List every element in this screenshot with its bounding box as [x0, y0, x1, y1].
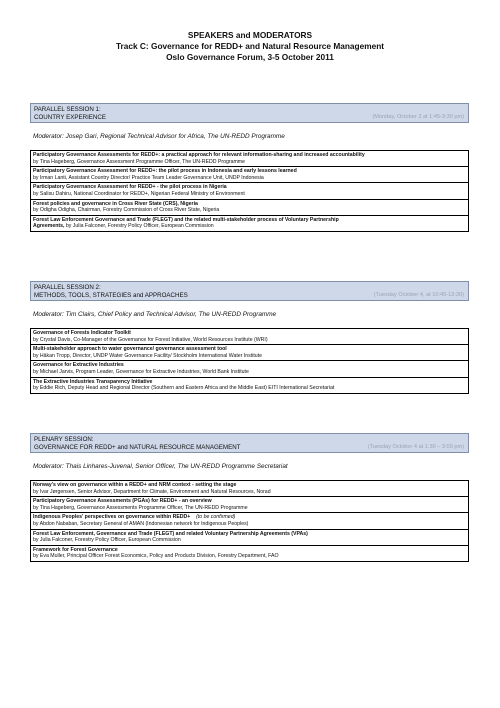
talk-title-continued: Agreements,	[33, 223, 65, 230]
table-row	[31, 183, 468, 199]
session-2	[30, 281, 469, 394]
table-row	[31, 378, 468, 394]
talk-speaker: by Eva Muller, Principal Officer Forest Economics, Policy and Products Division, Forestry Department, FAO	[33, 553, 279, 560]
plenary-name: GOVERNANCE FOR REDD+ and NATURAL RESOURCE MANAGEMENT	[34, 444, 241, 451]
table-row	[31, 546, 468, 562]
forum-title: Oslo Governance Forum, 3-5 October 2011	[166, 52, 334, 62]
table-row	[31, 216, 468, 232]
table-row	[31, 151, 468, 167]
doc-title: SPEAKERS and MODERATORS	[187, 30, 313, 40]
plenary-table	[30, 480, 469, 562]
talk-title-line	[33, 514, 466, 521]
talk-speaker: by Crystal Davis, Co-Manager of the Governance for Forest Initiative, World Resources Institute (WRI)	[33, 336, 268, 343]
talk-title: Multi-stakeholder approach to water governance/ governance assessment tool	[33, 346, 227, 353]
talk-speaker: by Michael Jarvis, Program Leader, Governance for Extractive Industries, World Bank Institute	[33, 368, 249, 375]
table-row	[31, 329, 468, 345]
talk-title: Forest policies and governance in Cross River State (CRS), Nigeria	[33, 200, 198, 207]
talk-speaker: by Håkan Tropp, Director, UNDP Water Governance Facility/ Stockholm International Water Institute	[33, 352, 263, 359]
talk-title: Participatory Governance Assessment for REDD+: the pilot process in Indonesia and early lessons learned	[33, 168, 297, 175]
talk-title: Governance for Extractive Industries	[33, 362, 124, 369]
talk-title: Forest Law Enforcement, Governance and Trade (FLEGT) and related Voluntary Partnership Agreements (VPAs)	[33, 530, 308, 537]
talk-title: Forest Law Enforcement Governance and Trade (FLEGT) and the related multi-stakeholder process of Voluntary Partnership	[33, 216, 339, 223]
talk-speaker: by Tina Hageberg, Governance Assessment Programme Officer, The UN-REDD Programme	[33, 158, 246, 165]
table-row	[31, 513, 468, 529]
table-row	[31, 530, 468, 546]
confirmation-note: (to be confirmed)	[196, 514, 236, 521]
talk-title: The Extractive Industries Transparency Initiative	[33, 378, 153, 385]
table-row	[31, 361, 468, 377]
session-1-header	[30, 103, 469, 123]
session-2-name: METHODS, TOOLS, STRATEGIES and APPROACHES	[34, 292, 188, 299]
session-2-date: (Tuesday October 4, at 10:45-12:30)	[373, 292, 464, 298]
session-1-label: PARALLEL SESSION 1:	[34, 106, 101, 113]
talk-speaker: by Salisu Dahiru, National Coordinator for REDD+, Nigerian Federal Ministry of Environment	[33, 190, 245, 197]
table-row	[31, 481, 468, 497]
talk-title: Participatory Governance Assessment for REDD+ - the pilot process in Nigeria	[33, 184, 227, 191]
table-row	[31, 345, 468, 361]
talk-title: Participatory Governance Assessments for REDD+: a practical approach for relevant information-sharing and increased accountability	[33, 152, 365, 158]
session-2-label: PARALLEL SESSION 2:	[34, 284, 101, 291]
talk-speaker-line	[33, 223, 466, 230]
talk-speaker: by Julia Falconer, Forestry Policy Officer, European Commission	[33, 537, 181, 544]
plenary-session	[30, 433, 469, 562]
table-row	[31, 497, 468, 513]
talk-speaker: by Julia Falconer, Forestry Policy Officer, European Commission	[65, 223, 214, 230]
plenary-label: PLENARY SESSION:	[34, 436, 94, 443]
table-row	[31, 167, 468, 183]
session-2-table	[30, 328, 469, 394]
session-1-date: (Monday, October 3 at 1:45-3:30 pm)	[372, 114, 464, 120]
talk-speaker: by Irman Lanti, Assistant Country Director/ Practice Team Leader Governance Unit, UNDP Indonesia	[33, 174, 264, 181]
talk-speaker: by Odigha Odigha, Chairman, Forestry Commission of Cross River State, Nigeria	[33, 207, 220, 214]
session-1	[30, 103, 469, 232]
session-1-moderator: Moderator: Josep Gari, Regional Technical Advisor for Africa, The UN-REDD Programme	[33, 133, 285, 140]
plenary-header	[30, 433, 469, 453]
talk-title: Participatory Governance Assessments (PGAs) for REDD+ - an overview	[33, 498, 212, 505]
talk-speaker: by Eddie Rich, Deputy Head and Regional Director (Southern and Eastern Africa and the Middle East) EITI International Secretariat	[33, 385, 335, 392]
table-row	[31, 200, 468, 216]
talk-speaker: by Ivar Jørgensen, Senior Advisor, Department for Climate, Environment and Natural Resources, Norad	[33, 488, 271, 495]
talk-title: Norway's view on governance within a REDD+ and NRM context - setting the stage	[33, 482, 237, 488]
session-2-moderator: Moderator: Tim Clairs, Chief Policy and Technical Advisor, The UN-REDD Programme	[33, 311, 277, 318]
talk-title: Framework for Forest Governance	[33, 546, 118, 553]
session-2-header	[30, 281, 469, 301]
talk-title: Governance of Forests Indicator Toolkit	[33, 330, 131, 336]
plenary-date: (Tuesday October 4 at 1:30 – 3:00 pm)	[367, 444, 464, 450]
talk-speaker: by Abdon Nababan, Secretary General of AMAN (Indonesian network for Indigenous Peoples)	[33, 520, 249, 527]
talk-speaker: by Tina Hageberg, Governance Assessments Programme Officer, The UN-REDD Programme	[33, 504, 248, 511]
session-1-name: COUNTRY EXPERIENCE	[34, 114, 106, 121]
session-1-table	[30, 150, 469, 232]
talk-title: Indigenous Peoples' perspectives on governance within REDD+	[33, 514, 191, 521]
track-title: Track C: Governance for REDD+ and Natural Resource Management	[115, 41, 385, 51]
plenary-moderator: Moderator: Thais Linhares-Juvenal, Senior Officer, The UN-REDD Programme Secretariat	[33, 463, 288, 470]
